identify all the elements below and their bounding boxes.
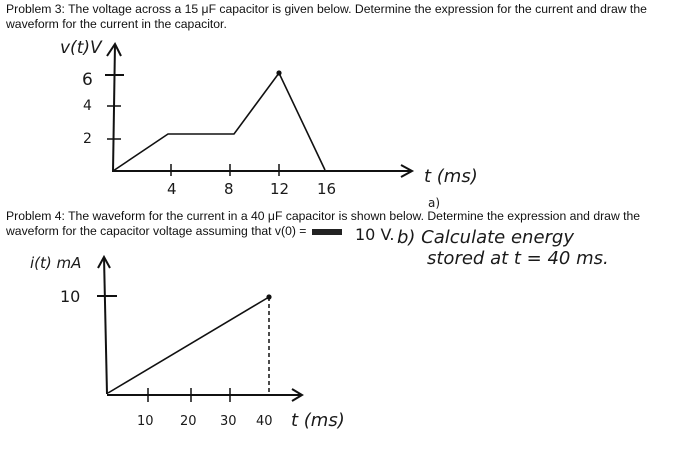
graph1-x-label: t (ms) xyxy=(424,166,478,187)
graph1-x-tick-16: 16 xyxy=(317,180,337,198)
graph2-y-label: i(t) mA xyxy=(30,254,82,272)
graph2-x-tick-30: 30 xyxy=(220,414,237,429)
graph1-x-tick-4: 4 xyxy=(167,180,177,198)
v0-value: 10 V. xyxy=(355,225,395,244)
problem-4-line-1: Problem 4: The waveform for the current in a 40 μF capacitor is shown below. Determine the expression and draw the xyxy=(6,209,641,223)
graph2-x-label: t (ms) xyxy=(291,410,345,431)
graph2-x-tick-10: 10 xyxy=(137,414,154,429)
problem-4-line-2: waveform for the capacitor voltage assuming that v(0) = xyxy=(6,224,307,238)
graph1-x-tick-12: 12 xyxy=(270,180,290,198)
part-a-marker: a) xyxy=(428,196,441,210)
graph2-y-axis xyxy=(104,257,107,394)
graph1-y-label: v(t)V xyxy=(60,38,102,58)
graph1-y-tick-4: 4 xyxy=(83,98,92,114)
part-b-line-2: stored at t = 40 ms. xyxy=(427,248,609,269)
graph2-x-tick-20: 20 xyxy=(180,414,197,429)
current-ramp xyxy=(108,297,269,393)
graph1-x-tick-8: 8 xyxy=(224,180,234,198)
problem-3-line-1: Problem 3: The voltage across a 15 μF capacitor is given below. Determine the expression for the current and draw the xyxy=(6,2,647,16)
graph2-x-tick-40: 40 xyxy=(256,414,273,429)
graph1-y-tick-6: 6 xyxy=(82,70,93,90)
problem-3-line-2: waveform for the current in the capacitor. xyxy=(6,17,227,31)
part-b-line-1: b) Calculate energy xyxy=(397,227,574,248)
graph2-y-tick-10: 10 xyxy=(60,287,81,306)
graph1-y-tick-2: 2 xyxy=(83,131,92,147)
